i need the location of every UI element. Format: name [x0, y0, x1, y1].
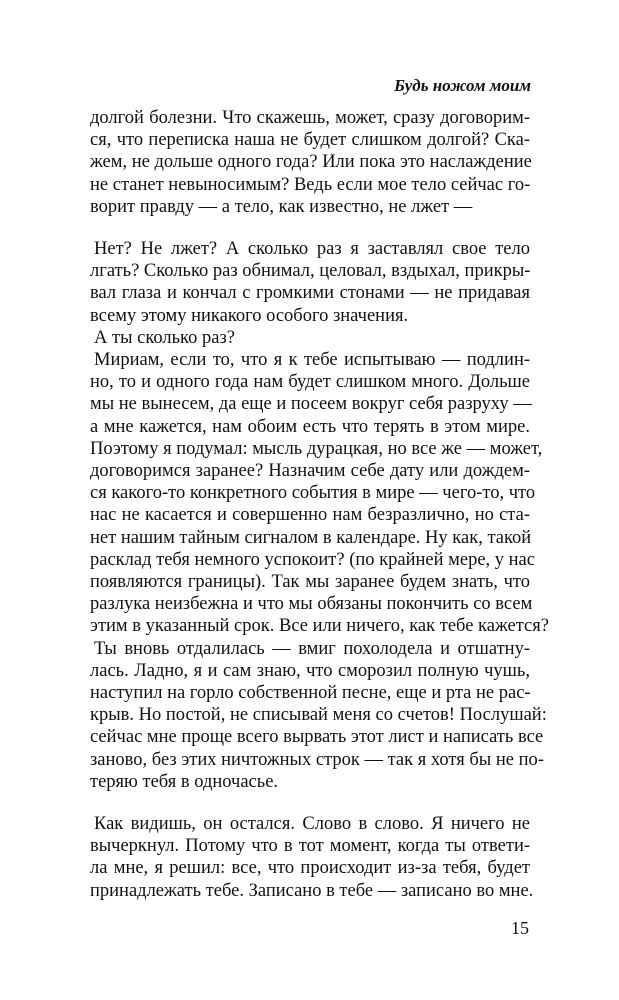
- text-line: принадлежать тебе. Записано в тебе — записано во мне.: [90, 880, 534, 901]
- text-line: теряю тебя в одночасье.: [90, 771, 279, 792]
- text-line: сейчас мне проще всего вырвать этот лист и написать все: [90, 727, 544, 748]
- text-line: договоримся заранее? Назначим себе дату или дождем-: [90, 460, 530, 481]
- text-line: вычеркнул. Потому что в тот момент, когда ты ответи-: [90, 836, 530, 857]
- page-number: 15: [511, 917, 529, 938]
- text-line: долгой болезни. Что скажешь, может, сразу договорим-: [90, 108, 530, 128]
- text-line: а мне кажется, нам обоим есть что терять в этом мире.: [90, 416, 530, 437]
- text-line: Нет? Не лжет? А сколько раз я заставлял свое тело: [94, 238, 530, 259]
- text-line: наступил на горло собственной песне, еще и рта не рас-: [90, 682, 531, 703]
- text-line: всему этому никакого особого значения.: [90, 305, 409, 326]
- text-line: ла мне, я решил: все, что происходит из-за тебя, будет: [90, 858, 530, 879]
- text-line: заново, без этих ничтожных строк — так я хотя бы не по-: [90, 749, 544, 770]
- text-line: ворит правду — а тело, как известно, не лжет —: [90, 196, 473, 217]
- text-line: появляются границы). Так мы заранее будем знать, что: [90, 571, 530, 592]
- text-line: разлука неизбежна и что мы обязаны покончить со всем: [90, 594, 533, 615]
- text-line: вал глаза и кончал с громкими стонами — не придавая: [90, 283, 530, 304]
- text-line: Поэтому я подумал: мысль дурацкая, но все же — может,: [90, 438, 543, 459]
- text-line: лась. Ладно, я и сам знаю, что сморозил полную чушь,: [90, 660, 530, 681]
- text-line: нас не касается и совершенно нам безразлично, но ста-: [90, 505, 530, 526]
- text-line: нет нашим тайным сигналом в календаре. Ну как, такой: [90, 527, 532, 548]
- text-line: А ты сколько раз?: [94, 327, 235, 348]
- text-line: Ты вновь отдалилась — вмиг похолодела и отшатну-: [94, 638, 530, 659]
- text-line: жем, не дольше одного года? Или пока это наслаждение: [90, 152, 532, 173]
- text-line: не станет невыносимым? Ведь если мое тело сейчас го-: [90, 174, 531, 195]
- text-line: ся, что переписка наша не будет слишком долгой? Ска-: [90, 130, 530, 151]
- text-line: Как видишь, он остался. Слово в слово. Я ничего не: [94, 813, 530, 834]
- text-line: этим в указанный срок. Все или ничего, как тебе кажется?: [90, 616, 549, 637]
- running-header: Будь ножом моим: [394, 76, 531, 95]
- text-line: расклад тебя немного успокоит? (по крайней мере, у нас: [90, 549, 535, 570]
- text-line: ся какого-то конкретного события в мире — чего-то, что: [90, 483, 536, 504]
- text-line: мы не вынесем, да еще и посеем вокруг себя разруху —: [90, 394, 532, 415]
- text-line: Мириам, если то, что я к тебе испытываю — подлин-: [94, 349, 530, 370]
- text-line: крыв. Но постой, не списывай меня со счетов! Послушай:: [90, 705, 547, 726]
- text-line: лгать? Сколько раз обнимал, целовал, вздыхал, прикры-: [90, 261, 531, 282]
- text-line: но, то и одного года нам будет слишком много. Дольше: [90, 372, 530, 393]
